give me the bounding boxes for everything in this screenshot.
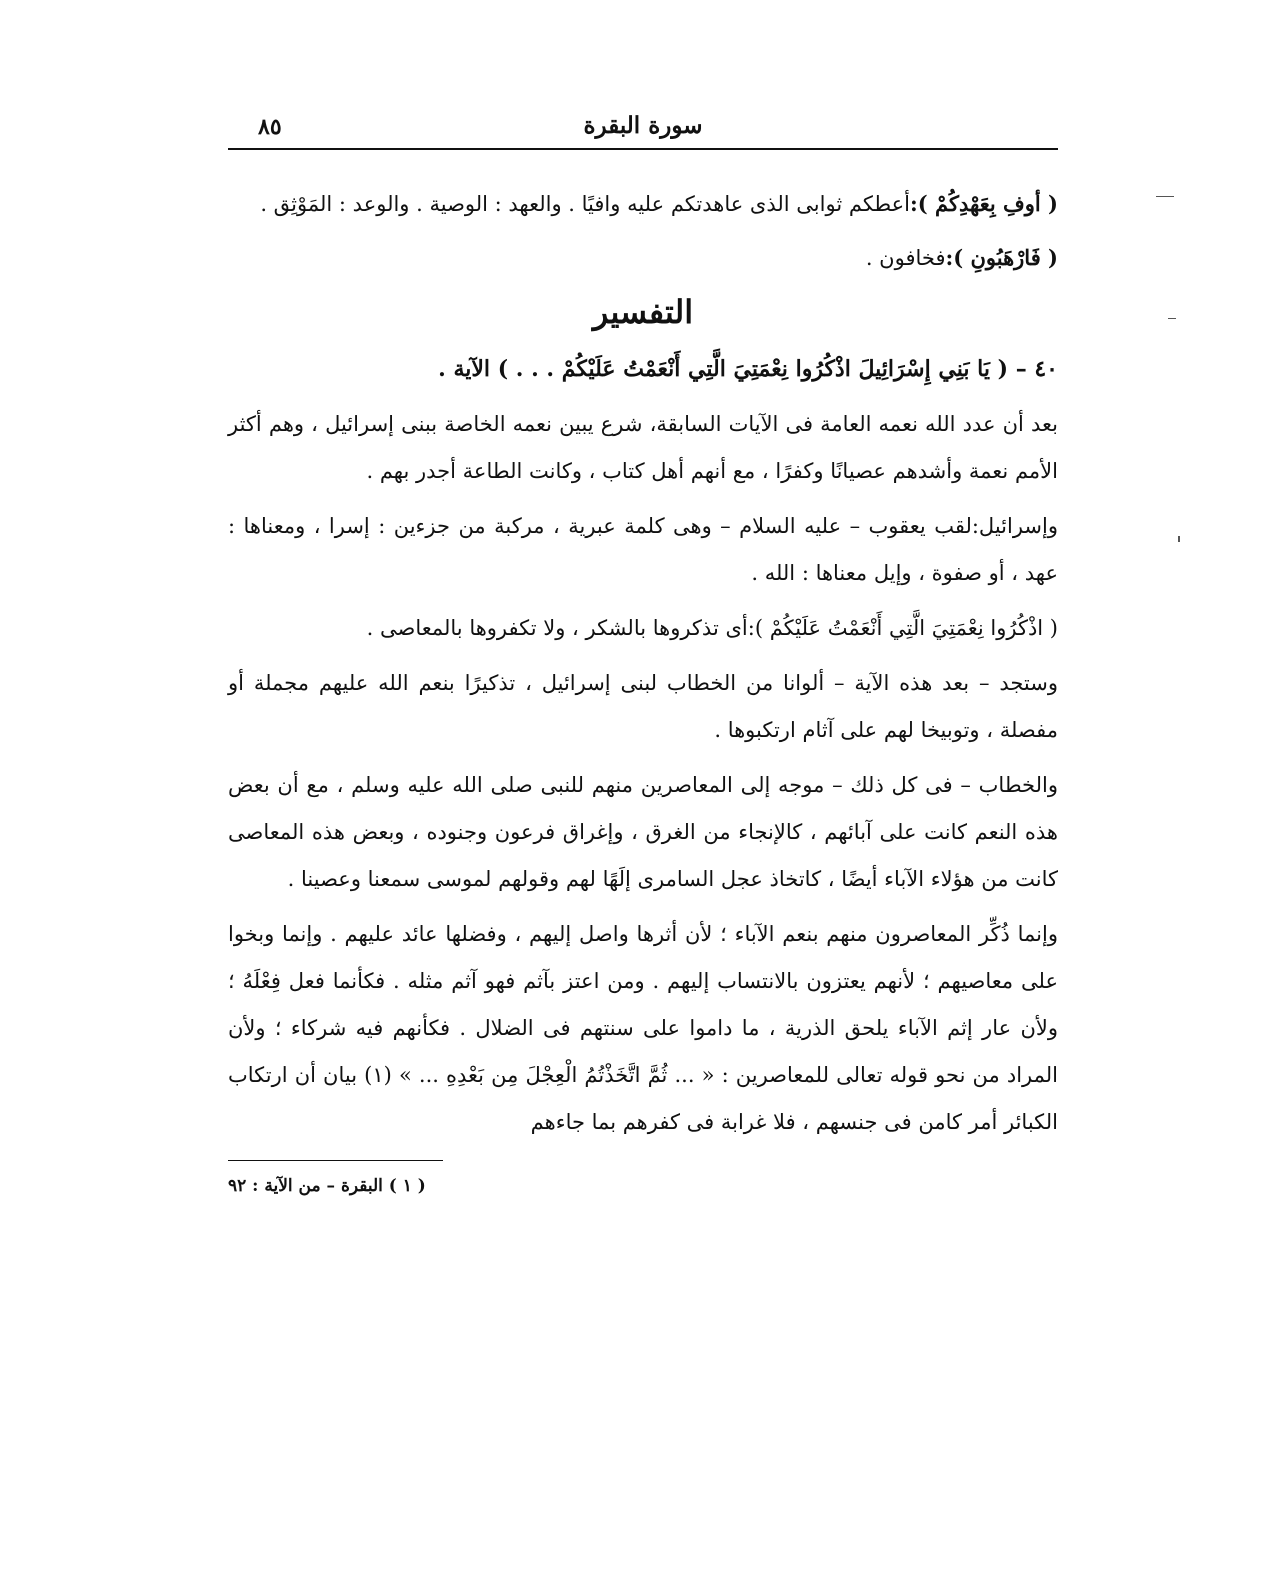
running-title: سورة البقرة (583, 112, 703, 139)
paragraph: وإسرائيل:لقب يعقوب – عليه السلام – وهى كلمة عبرية ، مركبة من جزءين : إسرا ، ومعناها : عهد ، أو صفوة ، وإيل معناها : الله . (228, 514, 1058, 585)
paragraph: والخطاب – فى كل ذلك – موجه إلى المعاصرين منهم للنبى صلى الله عليه وسلم ، مع أن بعض هذه النعم كانت على آبائهم ، كالإنجاء من الغرق ، وإغراق فرعون وجنوده ، وبعض هذه المعاصى كانت من هؤلاء الآباء أيضًا ، كاتخاذ عجل السامرى إلَهًا لهم وقولهم لموسى سمعنا وعصينا . (228, 773, 1058, 891)
gloss-definition: أعطكم ثوابى الذى عاهدتكم عليه وافيًا . والعهد : الوصية . والوعد : المَوْثِق . (260, 192, 911, 216)
scan-speck (1168, 318, 1176, 319)
gloss-entry (228, 234, 1058, 282)
document-page (228, 100, 1058, 1500)
verse-heading: ٤٠ – ( يَا بَنِي إِسْرَائِيلَ اذْكُرُوا نِعْمَتِيَ الَّتِي أَنْعَمْتُ عَلَيْكُمْ . . . ) الآية . (438, 356, 1058, 382)
page-header (228, 100, 1058, 150)
scan-speck (1156, 196, 1174, 197)
paragraph: ( اذْكُرُوا نِعْمَتِيَ الَّتِي أَنْعَمْتُ عَلَيْكُمْ ):أى تذكروها بالشكر ، ولا تكفروها بالمعاصى . (366, 616, 1058, 640)
page-number: ٨٥ (258, 114, 282, 140)
section-heading: التفسير (592, 293, 694, 331)
gloss-definition: فخافون . (865, 246, 946, 270)
gloss-term: ( فَارْهَبُونِ ): (945, 245, 1058, 270)
scan-speck (1178, 536, 1180, 542)
paragraph: وإنما ذُكِّر المعاصرون منهم بنعم الآباء ؛ لأن أثرها واصل إليهم ، وفضلها عائد عليهم . وإنما وبخوا على معاصيهم ؛ لأنهم يعتزون بالانتساب إليهم . ومن اعتز بآثم فهو آثم مثله . فكأنما فعل فِعْلَهُ ؛ ولأن عار إثم الآباء يلحق الذرية ، ما داموا على سنتهم فى الضلال . فكأنهم فيه شركاء ؛ ولأن المراد من نحو قوله تعالى للمعاصرين : « ... ثُمَّ اتَّخَذْتُمُ الْعِجْلَ مِن بَعْدِهِ ... » (١) بيان أن ارتكاب الكبائر أمر كامن فى جنسهم ، فلا غرابة فى كفرهم بما جاءهم (228, 922, 1059, 1134)
footnote-divider (228, 1160, 443, 1161)
footnote (228, 1171, 1058, 1201)
paragraph: بعد أن عدد الله نعمه العامة فى الآيات السابقة، شرع يبين نعمه الخاصة ببنى إسرائيل ، وهم أكثر الأمم نعمة وأشدهم عصيانًا وكفرًا ، مع أنهم أهل كتاب ، وكانت الطاعة أجدر بهم . (228, 412, 1058, 483)
gloss-entry (228, 180, 1058, 228)
page-body (228, 150, 1058, 1201)
paragraph: وستجد – بعد هذه الآية – ألوانا من الخطاب لبنى إسرائيل ، تذكيرًا بنعم الله عليهم مجملة أو مفصلة ، وتوبيخا لهم على آثام ارتكبوها . (228, 671, 1058, 742)
footnote-text: ( ١ ) البقرة – من الآية : ٩٢ (228, 1176, 426, 1196)
gloss-term: ( أوفِ بِعَهْدِكُمْ ): (910, 191, 1058, 216)
